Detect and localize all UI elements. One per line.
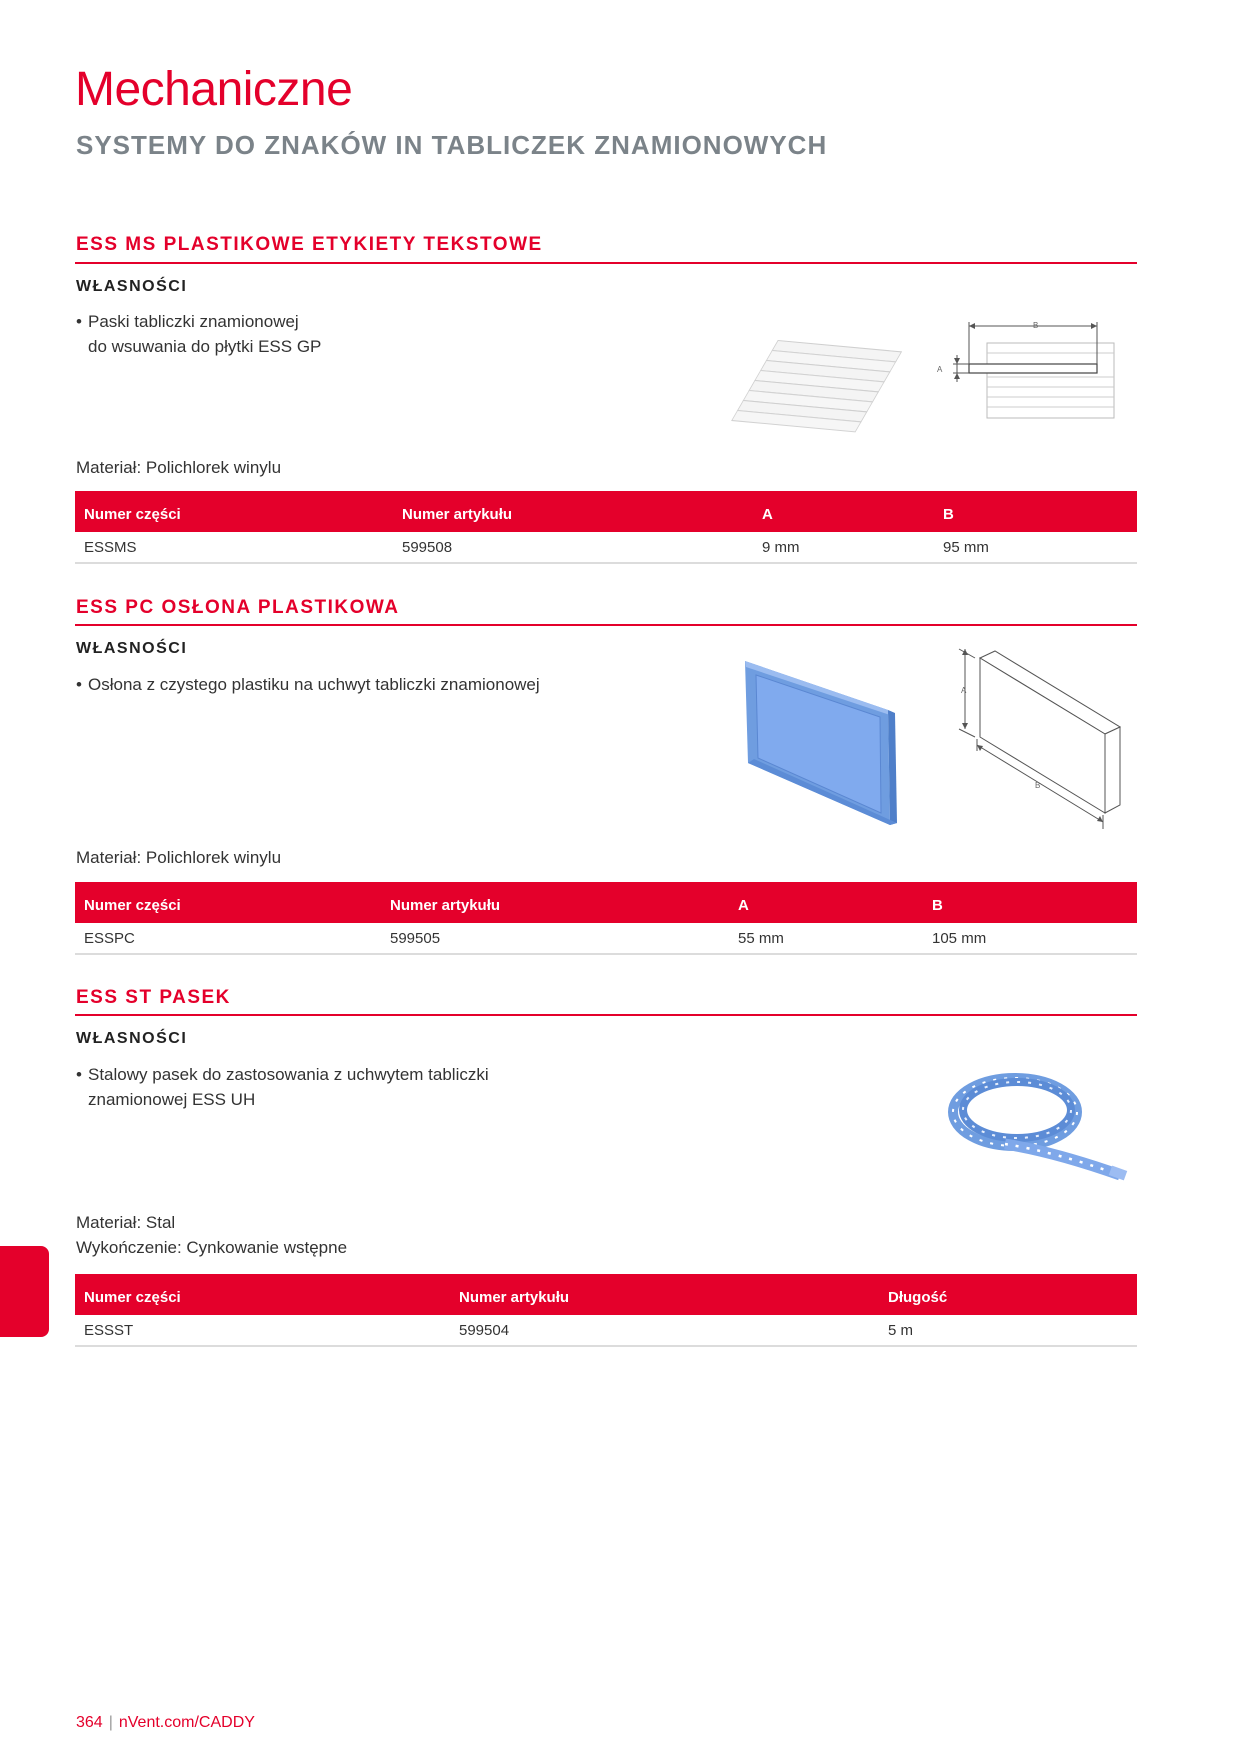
bullet-line: znamionowej ESS UH <box>88 1090 256 1109</box>
esspc-dimension-diagram <box>945 645 1135 845</box>
section-title-esspc: ESS PC OSŁONA PLASTIKOWA <box>76 597 400 618</box>
table-cell: ESSST <box>75 1315 450 1346</box>
section-title-essms: ESS MS PLASTIKOWE ETYKIETY TEKSTOWE <box>76 234 543 255</box>
table-header-row <box>75 882 1137 923</box>
essst-product-image <box>945 1060 1130 1195</box>
page-footer <box>76 1714 255 1732</box>
finish-text: Wykończenie: Cynkowanie wstępne <box>76 1238 348 1257</box>
properties-heading: WŁASNOŚCI <box>76 640 188 657</box>
page-number: 364 <box>76 1714 103 1731</box>
column-header: Numer części <box>75 882 381 923</box>
table-row <box>75 532 1137 563</box>
table-cell: 5 m <box>879 1315 1137 1346</box>
footer-link[interactable]: nVent.com/CADDY <box>118 1714 255 1731</box>
column-header: Numer części <box>75 1274 450 1315</box>
properties-heading: WŁASNOŚCI <box>76 1030 188 1047</box>
section-divider <box>75 1014 1137 1016</box>
essms-dimension-diagram <box>935 315 1135 420</box>
table-cell: ESSPC <box>75 923 381 954</box>
table-cell: 105 mm <box>923 923 1137 954</box>
page-subtitle: SYSTEMY DO ZNAKÓW IN TABLICZEK ZNAMIONOWYCH <box>76 130 828 160</box>
property-bullet <box>76 309 321 359</box>
table-cell: 599504 <box>450 1315 879 1346</box>
essms-spec-table <box>75 491 1137 564</box>
property-bullet <box>76 1062 489 1112</box>
table-cell: 95 mm <box>934 532 1137 563</box>
material-text: Materiał: Stal <box>76 1213 176 1232</box>
essms-product-image <box>730 325 905 435</box>
bullet-line: • Paski tabliczki znamionowej <box>88 312 299 331</box>
bullet-line: • Stalowy pasek do zastosowania z uchwytem tabliczki <box>88 1065 489 1084</box>
property-bullet <box>76 672 540 697</box>
material-text: Materiał: Polichlorek winylu <box>76 848 282 867</box>
dimension-label-b: B <box>1035 781 1041 790</box>
column-header: Długość <box>879 1274 1137 1315</box>
bullet-line: • Osłona z czystego plastiku na uchwyt tabliczki znamionowej <box>88 675 540 694</box>
dimension-label-b: B <box>1033 321 1039 330</box>
table-row <box>75 1315 1137 1346</box>
table-cell: 55 mm <box>729 923 923 954</box>
essst-spec-table <box>75 1274 1137 1347</box>
esspc-spec-table <box>75 882 1137 955</box>
section-divider <box>75 624 1137 626</box>
column-header: Numer artykułu <box>381 882 729 923</box>
table-header-row <box>75 491 1137 532</box>
table-header-row <box>75 1274 1137 1315</box>
esspc-product-image <box>740 655 900 830</box>
table-cell: 599508 <box>393 532 753 563</box>
dimension-label-a: A <box>961 686 967 695</box>
table-cell: 9 mm <box>753 532 934 563</box>
dimension-label-a: A <box>937 365 943 374</box>
footer-separator: | <box>108 1714 113 1731</box>
table-cell: ESSMS <box>75 532 393 563</box>
column-header: A <box>729 882 923 923</box>
table-cell: 599505 <box>381 923 729 954</box>
column-header: B <box>934 491 1137 532</box>
column-header: Numer artykułu <box>393 491 753 532</box>
section-divider <box>75 262 1137 264</box>
column-header: Numer artykułu <box>450 1274 879 1315</box>
material-text: Materiał: Polichlorek winylu <box>76 458 282 477</box>
page-title: Mechaniczne <box>75 63 353 116</box>
chapter-tab <box>0 1246 49 1337</box>
table-row <box>75 923 1137 954</box>
column-header: Numer części <box>75 491 393 532</box>
column-header: A <box>753 491 934 532</box>
bullet-line: do wsuwania do płytki ESS GP <box>88 337 322 356</box>
section-title-essst: ESS ST PASEK <box>76 987 231 1008</box>
column-header: B <box>923 882 1137 923</box>
properties-heading: WŁASNOŚCI <box>76 278 188 295</box>
